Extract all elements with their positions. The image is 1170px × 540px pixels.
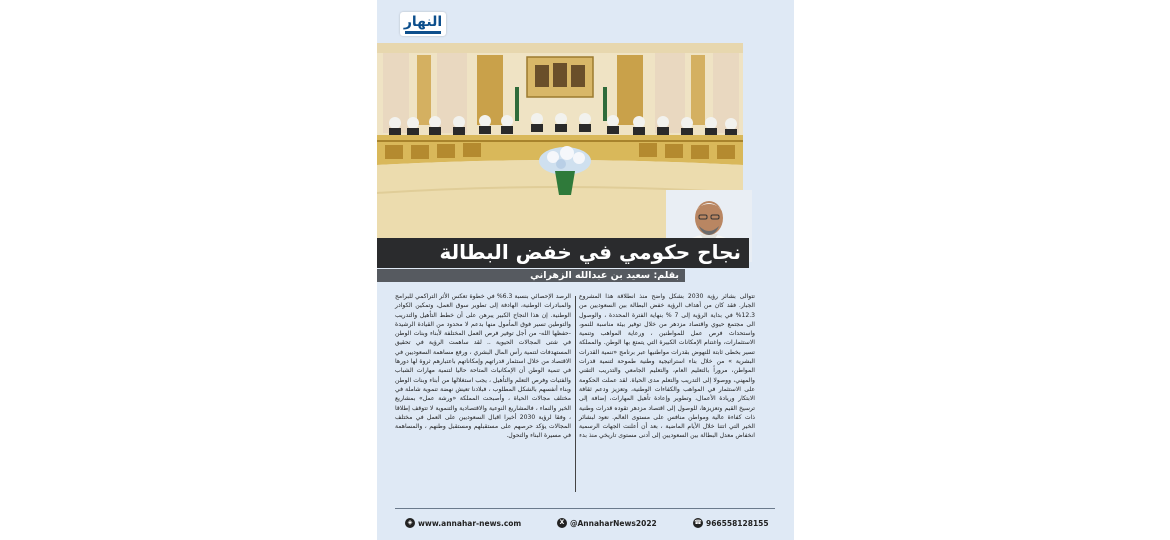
footer-website[interactable] <box>405 517 521 529</box>
logo-text: النهار <box>403 13 443 30</box>
article-headline: نجاح حكومي في خفض البطالة <box>439 240 741 264</box>
footer-whatsapp[interactable] <box>693 517 769 529</box>
article-column-left: الرصد الإحصائي بنسبة 6.3% في خطوة تعكس الأثر التراكمي للبرامج والمبادرات الوطنية، الهادفة إلى تطوير سوق العمل، وتمكين الكوادر الوطنية. إن هذا النجاح الكبير يبرهن على أن خطط التأهيل والتدريب والتوطين تسير فوق المأمول منها بدعم لا محدود من القيادة الرشيدة -حفظها الله- من أجل توفير فرص العمل المختلفة لأبناء وبنات الوطن في شتى المجالات الحيوية .. لقد ساهمت الرؤية في تحقيق المستهدفات لتنمية رأس المال البشري ، ورفع مساهمة السعوديين في الاقتصاد من خلال استثمار قدراتهم وإمكاناتهم باعتبارهم ثروة لها دورها في تنمية الوطن أن الإمكانيات المتاحة حاليا لتنمية مهارات الشباب والفتيات وفرص التعلم والتأهيل ، يجب استغلالها من أبناء وبنات الوطن وبناء أنفسهم بالشكل المطلوب ، فبلادنا تعيش نهضة تنموية شاملة في مختلف مجالات الحياة ، وأصبحت المملكة «ورشة عمل» بمشاريع الخير والنماء ، فالمشاريع النوعية والاقتصادية والتنموية لا تتوقف إطلاقا ، وفقا لرؤية 2030 أخيرا اقبال السعوديين على العمل في مختلف المجالات يؤكد حرصهم على مستقبلهم ومستقبل وطنهم ، والمساهمة في مسيرة البناء والتحول. <box>395 293 571 440</box>
newspaper-page <box>377 0 794 540</box>
whatsapp-number: 966558128155 <box>706 518 769 528</box>
whatsapp-icon: ☎ <box>694 519 702 526</box>
article-column-right: تتوالى بشائر رؤية 2030 بشكل واضح منذ انطلاقة هذا المشروع الجبار. فقد كان من أهداف الرؤية خفض البطالة بين السعوديين من 12.3% في بداية الرؤية إلى 7 % بنهاية الفترة المحددة ، والوصول الى مجتمع حيوي واقتصاد مزدهر من خلال توفير بيئة مناسبة للنمو، واستحداث فرص عمل للمواطنين ، ورعاية المواهب وتنمية الاستثمارات، واغتنام الإمكانات الكبيرة التي يتمتع بها الوطن. والمملكة تسير بخطى ثابتة للنهوض بقدرات مواطنيها عبر برنامج «تنمية القدرات البشرية » من خلال بناء استراتيجية وطنية طموحة لتنمية قدرات المواطن، مروراً بالتعليم العام، والتعليم الجامعي والتدريب التقني والمهني، ووصولا إلى التدريب والتعلم مدى الحياة. لقد عملت الحكومة على الاستثمار في المواهب والكفاءات الوطنية، وتعزيز ودعم ثقافة الابتكار وريادة الأعمال، وتطوير وإعادة تأهيل المهارات، إضافة إلى ترسيخ القيم وتعزيزها، للوصول إلى اقتصاد مزدهر تقوده قدرات وطنية ذات كفاءة عالية ومواطن منافس على مستوى العالم. نعود لبشائر الخير التي اتتنا خلال الأيام الماضية ، بعد أن أعلنت الجهات الرسمية انخفاض معدل البطالة بين السعوديين إلى أدنى مستوى تاريخي منذ بدء <box>579 293 756 440</box>
footer-x-account[interactable] <box>557 517 657 529</box>
column-divider <box>575 296 576 492</box>
x-handle-text: @AnnaharNews2022 <box>570 518 657 528</box>
logo-underline <box>405 31 441 34</box>
footer-divider <box>395 508 775 509</box>
headline-bar <box>377 238 749 268</box>
globe-icon: ◈ <box>405 518 415 528</box>
byline-bar <box>377 269 685 282</box>
website-text: www.annahar-news.com <box>418 518 522 528</box>
author-byline: بقلم: سعيد بن عبدالله الزهراني <box>530 270 679 281</box>
annahar-logo <box>400 12 446 36</box>
x-logo-icon: X <box>557 518 567 528</box>
